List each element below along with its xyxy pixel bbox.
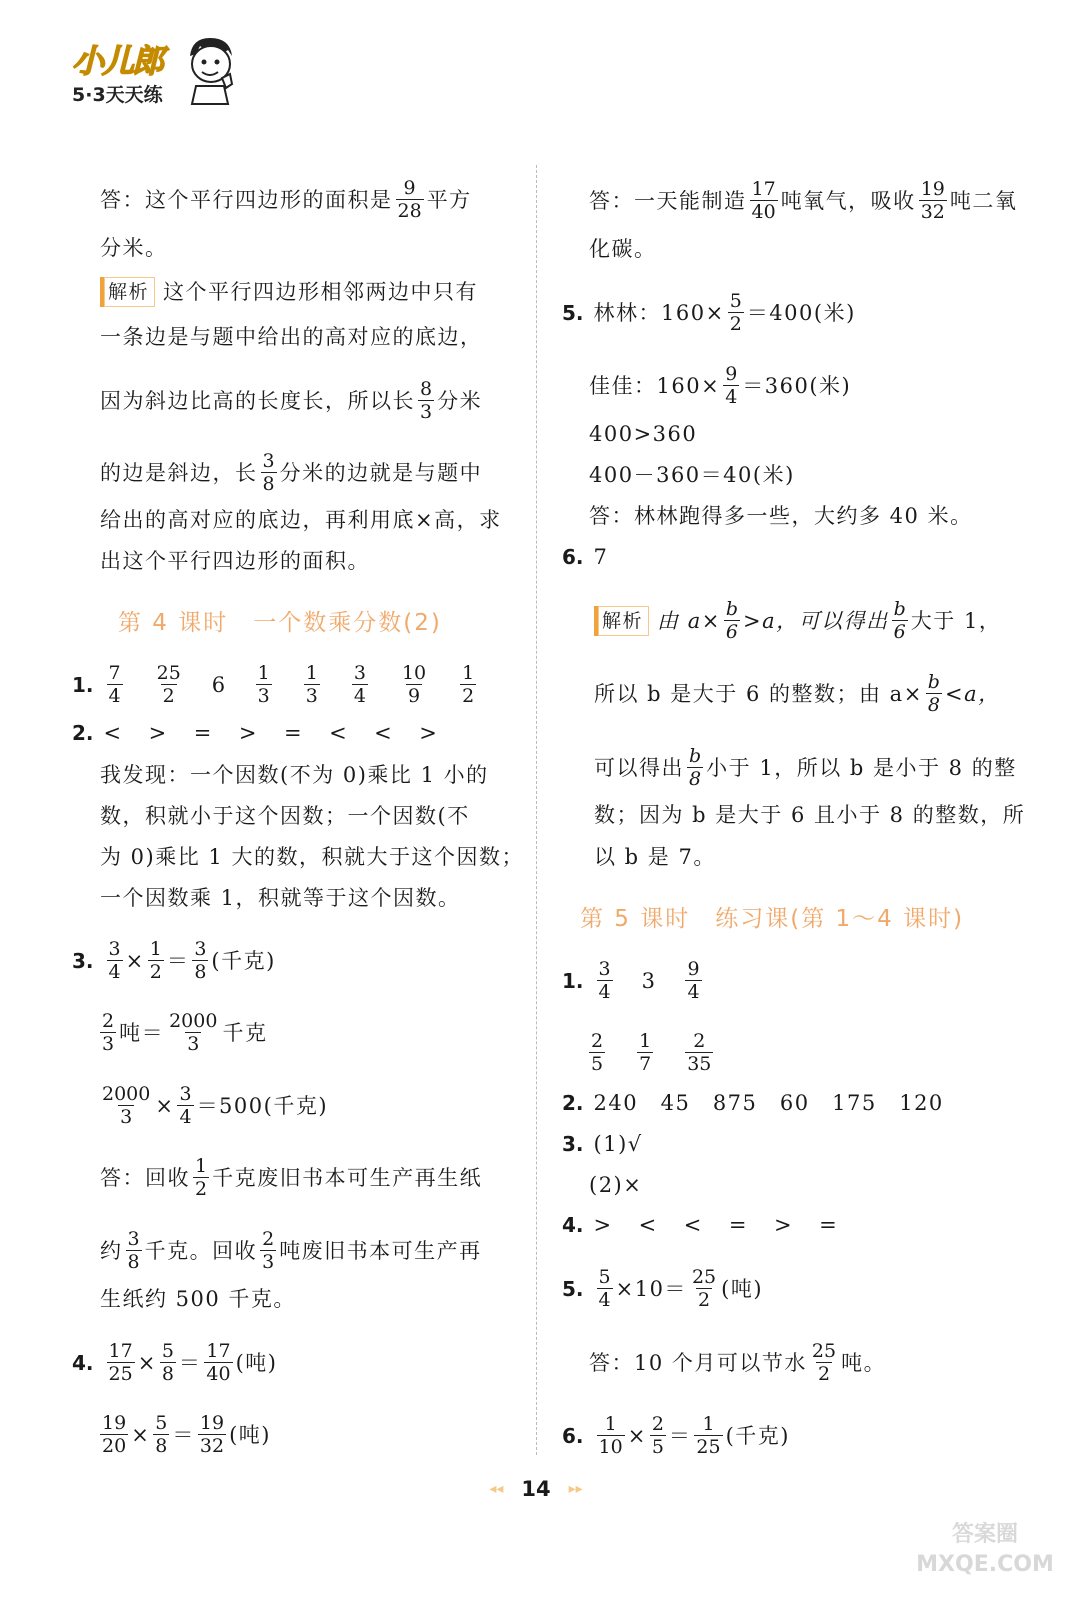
analysis-line-2: 一条边是与题中给出的高对应的底边， [100,325,483,349]
question-3-answer-2: 约 $\frac{3}{8}$ 千克。回收 $\frac{2}{3}$ 吨废旧书本可生产再 [100,1228,482,1273]
question-5-line-4: 400－360＝40(米) [589,463,795,487]
question-4-line-2: $\frac{19}{20}$ × $\frac{5}{8}$ ＝ $\frac{19}{32}$ (吨) [102,1412,271,1457]
page-footer [466,1474,606,1504]
practice-2: 2. 240 45 875 60 175 120 [562,1091,944,1115]
next-arrow-icon: ▸▸ [568,1481,583,1497]
prev-answer-line-1: 答：这个平行四边形的面积是 $\frac{9}{28}$ 平方 [100,177,472,222]
practice-1-line-2: $\frac{2}{5}$ $\frac{1}{7}$ $\frac{2}{35}$ [591,1030,712,1075]
prev-answer-line-2: 分米。 [100,236,168,260]
lesson-5-heading: 第 5 课时 练习课(第 1～4 课时) [580,906,965,932]
finding-line-4: 一个因数乘 1，积就等于这个因数。 [100,886,461,910]
question-6: 6. 7 [562,545,609,569]
practice-1-line-1: 1. $\frac{3}{4}$ 3 $\frac{9}{4}$ [562,958,700,1003]
question-4-line-1: 4. $\frac{17}{25}$ × $\frac{5}{8}$ ＝ $\frac{17}{40}$ (吨) [72,1340,278,1385]
finding-line-1: 我发现：一个因数(不为 0)乘比 1 小的 [100,763,489,787]
right-analysis-line-4: 数；因为 b 是大于 6 且小于 8 的整数，所 [594,803,1026,827]
analysis-line-4: 的边是斜边，长 $\frac{3}{8}$ 分米的边就是与题中 [100,450,483,495]
finding-line-3: 为 0)乘比 1 大的数，积就大于这个因数； [100,845,524,869]
question-5-line-1: 5. 林林：160× $\frac{5}{2}$ ＝400(米) [562,290,856,335]
right-answer-line-2: 化碳。 [589,237,657,261]
analysis-line-6: 出这个平行四边形的面积。 [100,549,370,573]
logo-title: 小儿郎 [72,42,163,80]
question-3-line-2: $\frac{2}{3}$ 吨＝ $\frac{2000}{3}$ 千克 [102,1010,268,1055]
analysis-line-3: 因为斜边比高的长度长，所以长 $\frac{8}{3}$ 分米 [100,378,483,423]
analysis-tag: 解析 [594,606,649,636]
right-analysis-line-3: 可以得出 $\frac{b}{8}$ 小于 1，所以 b 是小于 8 的整 [594,745,1017,790]
question-5-line-3: 400>360 [589,422,698,446]
right-analysis-line-5: 以 b 是 7。 [594,845,716,869]
right-analysis-line-2: 所以 b 是大于 6 的整数；由 a× $\frac{b}{8}$ <a， [594,671,1001,716]
analysis-line-1: 解析 这个平行四边形相邻两边中只有 [100,277,478,307]
practice-4: 4. > < < = > = [562,1213,839,1237]
question-3-answer-3: 生纸约 500 千克。 [100,1287,296,1311]
watermark: 答案圈 MXQE.COM [916,1522,1054,1577]
page-number: 14 [521,1477,551,1501]
question-3-answer-1: 答：回收 $\frac{1}{2}$ 千克废旧书本可生产再生纸 [100,1155,483,1200]
practice-5-line-1: 5. $\frac{5}{4}$ ×10＝ $\frac{25}{2}$ (吨) [562,1266,764,1311]
practice-3-line-1: 3. (1)√ [562,1132,643,1156]
question-5-line-2: 佳佳：160× $\frac{9}{4}$ ＝360(米) [589,363,852,408]
question-3-line-3: $\frac{2000}{3}$ × $\frac{3}{4}$ ＝500(千克) [102,1083,329,1128]
fraction: $\frac{9}{28}$ [397,177,422,222]
prev-arrow-icon: ◂◂ [489,1481,504,1497]
right-analysis-line-1: 解析 由 a× $\frac{b}{6}$ >a，可以得出 $\frac{b}{6}$ 大于 1， [594,598,1001,643]
practice-3-line-2: (2)× [589,1173,643,1197]
lesson-4-heading: 第 4 课时 一个数乘分数(2) [118,610,442,636]
logo-subtitle: 5·3天天练 [72,84,163,106]
finding-line-2: 数，积就小于这个因数；一个因数(不 [100,804,470,828]
analysis-tag: 解析 [100,277,155,307]
practice-5-answer: 答：10 个月可以节水 $\frac{25}{2}$ 吨。 [589,1340,887,1385]
logo [70,36,240,108]
practice-6: 6. $\frac{1}{10}$ × $\frac{2}{5}$ ＝ $\frac{1}{25}$ (千克) [562,1413,790,1458]
analysis-line-5: 给出的高对应的底边，再利用底×高，求 [100,508,502,532]
question-3-line-1: 3. $\frac{3}{4}$ × $\frac{1}{2}$ ＝ $\frac{3}{8}$ (千克) [72,938,276,983]
question-2: 2. < > = > = < < > [72,721,439,745]
question-1: 1. $\frac{7}{4}$ $\frac{25}{2}$ 6 $\frac{1}{3}$ $\frac{1}{3}$ $\frac{3}{4}$ $\frac{10}{9}$ $\frac{1}{2}$ [72,662,475,707]
question-5-line-5: 答：林林跑得多一些，大约多 40 米。 [589,504,973,528]
boy-mascot-icon [182,34,238,106]
right-answer-line-1: 答：一天能制造 $\frac{17}{40}$ 吨氧气，吸收 $\frac{19}{32}$ 吨二氧 [589,178,1018,223]
column-divider [536,165,537,1455]
